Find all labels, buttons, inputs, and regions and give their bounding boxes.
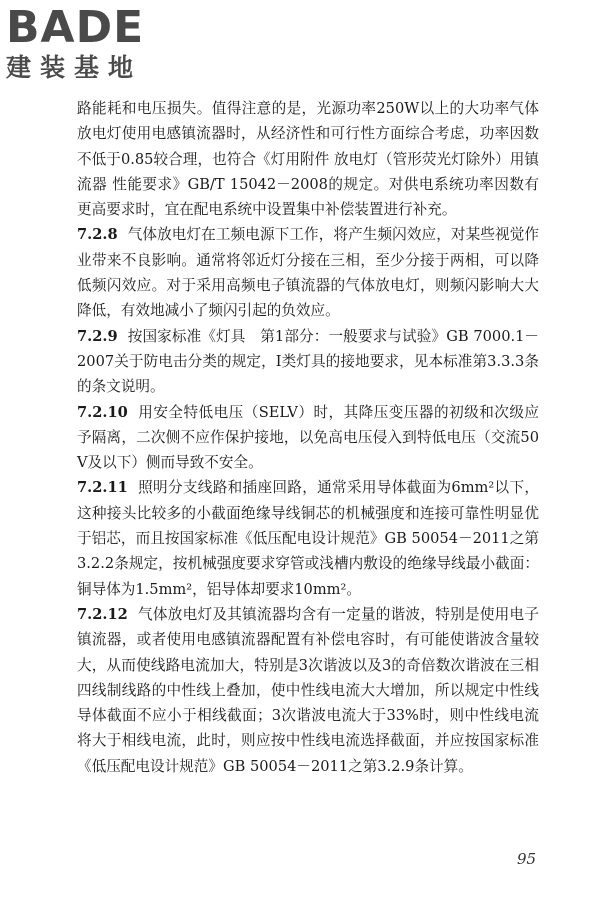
clause-number: 7.2.11 <box>77 479 128 497</box>
clause-7-2-8 <box>77 222 539 323</box>
logo-wordmark: BADE <box>6 2 145 53</box>
paragraph-continuation <box>77 96 539 222</box>
paragraph-text: 气体放电灯及其镇流器均含有一定量的谐波，特别是使用电子镇流器，或者使用电感镇流器配置有补偿电容时，有可能使谐波含量较大，从而使线路电流加大，特别是3次谐波以及3的奇倍数次谐波在三相四线制线路的中性线上叠加，使中性线电流大大增加，所以规定中性线导体截面不应小于相线截面；3次谐波电流大于33%时，则中性线电流将大于相线电流，此时，则应按中性线电流选择截面，并应按国家标准《低压配电设计规范》GB 50054－2011之第3.2.9条计算。 <box>77 605 539 775</box>
paragraph-text: 路能耗和电压损失。值得注意的是，光源功率250W以上的大功率气体放电灯使用电感镇流器时，从经济性和可行性方面综合考虑，功率因数不低于0.85较合理，也符合《灯用附件 放电灯（管形荧光灯除外）用镇流器 性能要求》GB/T 15042－2008的规定。对供电系统功率因数有更高要求时，宜在配电系统中设置集中补偿装置进行补充。 <box>77 100 539 219</box>
paragraph-text: 用安全特低电压（SELV）时，其降压变压器的初级和次级应予隔离，二次侧不应作保护接地，以免高电压侵入到特低电压（交流50V及以下）侧而导致不安全。 <box>77 403 539 472</box>
logo <box>6 4 176 90</box>
paragraph-text: 照明分支线路和插座回路，通常采用导体截面为6mm²以下，这种接头比较多的小截面绝缘导线铜芯的机械强度和连接可靠性明显优于铝芯，而且按国家标准《低压配电设计规范》GB 50054－2011之第3.2.2条规定，按机械强度要求穿管或浅槽内敷设的绝缘导线最小截面：铜导体为1.5mm²，铝导体却要求10mm²。 <box>77 479 539 598</box>
clause-number: 7.2.10 <box>77 403 128 421</box>
clause-number: 7.2.8 <box>77 226 118 244</box>
page-number: 95 <box>517 850 537 868</box>
clause-7-2-12 <box>77 602 539 779</box>
clause-number: 7.2.12 <box>77 605 128 623</box>
logo-tagline: 建装基地 <box>6 53 143 82</box>
clause-number: 7.2.9 <box>77 327 118 345</box>
paragraph-text: 气体放电灯在工频电源下工作，将产生频闪效应，对某些视觉作业带来不良影响。通常将邻近灯分接在三相，至少分接于两相，可以降低频闪效应。对于采用高频电子镇流器的气体放电灯，则频闪影响大大降低，有效地减小了频闪引起的负效应。 <box>77 226 539 320</box>
document-body <box>77 96 539 779</box>
paragraph-text: 按国家标准《灯具 第1部分：一般要求与试验》GB 7000.1－2007关于防电击分类的规定，Ⅰ类灯具的接地要求，见本标准第3.3.3条的条文说明。 <box>77 327 539 396</box>
clause-7-2-10 <box>77 400 539 476</box>
clause-7-2-11 <box>77 475 539 601</box>
clause-7-2-9 <box>77 324 539 400</box>
